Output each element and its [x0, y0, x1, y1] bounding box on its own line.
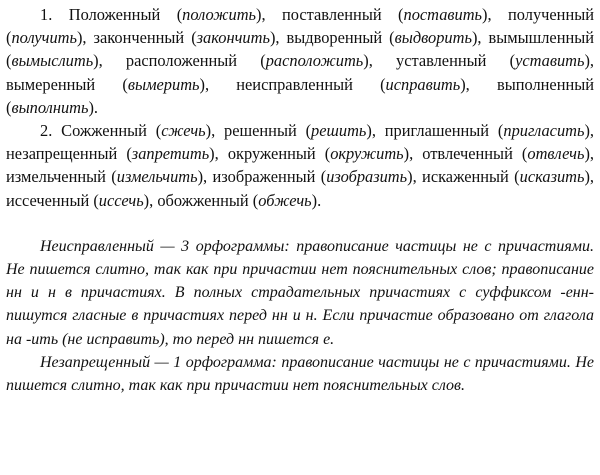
- participle-word: выдворенный: [286, 28, 383, 48]
- list-number: 2.: [40, 121, 53, 141]
- explanation-note-1: Неисправленный — 3 орфограммы: правописание частицы не с причастиями. Не пишется слитно, так как при причастии нет пояснительных слов; правописание нн и н в причастиях. В полных страдательных причастиях с суффиксом -енн- пишутся гласные в причастиях перед нн и н. Если причастие образовано от глагола на -ить (не исправить), то перед нн пишется е.: [6, 237, 594, 348]
- word-list-2: 2. Сожженный (сжечь), решенный (решить), приглашенный (пригласить), незапрещенный (запретить), окруженный (окружить), отвлеченный (отвлечь), измельченный (измельчить), изображенный (изобразить), искаженный (исказить), иссеченный (иссечь), обожженный (обжечь).: [6, 121, 595, 210]
- source-verb: расположить: [265, 51, 364, 71]
- participle-word: изображенный: [212, 167, 316, 187]
- source-verb: измельчить: [116, 167, 198, 187]
- source-verb: отвлечь: [527, 144, 585, 164]
- participle-word: выполненный: [496, 74, 595, 94]
- source-verb: положить: [182, 5, 257, 24]
- participle-word: измельченный: [6, 167, 106, 187]
- source-verb: окружить: [330, 144, 404, 164]
- participle-word: расположенный: [125, 51, 238, 71]
- participle-word: решенный: [224, 121, 297, 141]
- source-verb: вымыслить: [11, 51, 94, 71]
- source-verb: выдворить: [394, 28, 472, 48]
- participle-word: вымеренный: [6, 74, 96, 94]
- source-verb: исправить: [385, 74, 461, 94]
- source-verb: пригласить: [503, 121, 585, 141]
- source-verb: сжечь: [161, 121, 206, 141]
- participle-word: полученный: [508, 5, 595, 24]
- participle-word: приглашенный: [384, 121, 490, 141]
- participle-word: незапрещенный: [6, 144, 118, 164]
- participle-word: Положенный: [68, 5, 161, 24]
- source-verb: исказить: [519, 167, 585, 187]
- source-verb: запретить: [131, 144, 210, 164]
- explanation-note-2: Незапрещенный — 1 орфограмма: правописание частицы не с причастиями. Не пишется слитно, так как при причастии нет пояснительных слов.: [6, 353, 594, 395]
- source-verb: вымерить: [127, 74, 200, 94]
- source-verb: изобразить: [326, 167, 408, 187]
- source-verb: получить: [11, 28, 77, 48]
- participle-word: законченный: [93, 28, 185, 48]
- participle-word: уставленный: [396, 51, 487, 71]
- participle-word: иссеченный: [6, 190, 90, 210]
- document-page: [6, 3, 594, 397]
- participle-word: Сожженный: [61, 121, 147, 141]
- participle-word: вымышленный: [488, 28, 595, 48]
- participle-word: искаженный: [422, 167, 509, 187]
- participle-word: неисправленный: [236, 74, 353, 94]
- paragraph-gap: [6, 212, 594, 235]
- source-verb: иссечь: [98, 190, 144, 210]
- source-verb: поставить: [403, 5, 483, 24]
- source-verb: уставить: [515, 51, 585, 71]
- participle-word: обожженный: [157, 190, 249, 210]
- source-verb: закончить: [196, 28, 270, 48]
- participle-word: поставленный: [282, 5, 382, 24]
- list-number: 1.: [40, 5, 53, 24]
- participle-word: отвлеченный: [422, 144, 513, 164]
- source-verb: обжечь: [258, 190, 312, 210]
- source-verb: выполнить: [11, 97, 89, 117]
- word-list-1: 1. Положенный (положить), поставленный (поставить), полученный (получить), законченный (закончить), выдворенный (выдворить), вымышленный (вымыслить), расположенный (расположить), уставленный (уставить), вымеренный (вымерить), неисправленный (исправить), выполненный (выполнить).: [6, 5, 595, 117]
- source-verb: решить: [311, 121, 367, 141]
- participle-word: окруженный: [227, 144, 316, 164]
